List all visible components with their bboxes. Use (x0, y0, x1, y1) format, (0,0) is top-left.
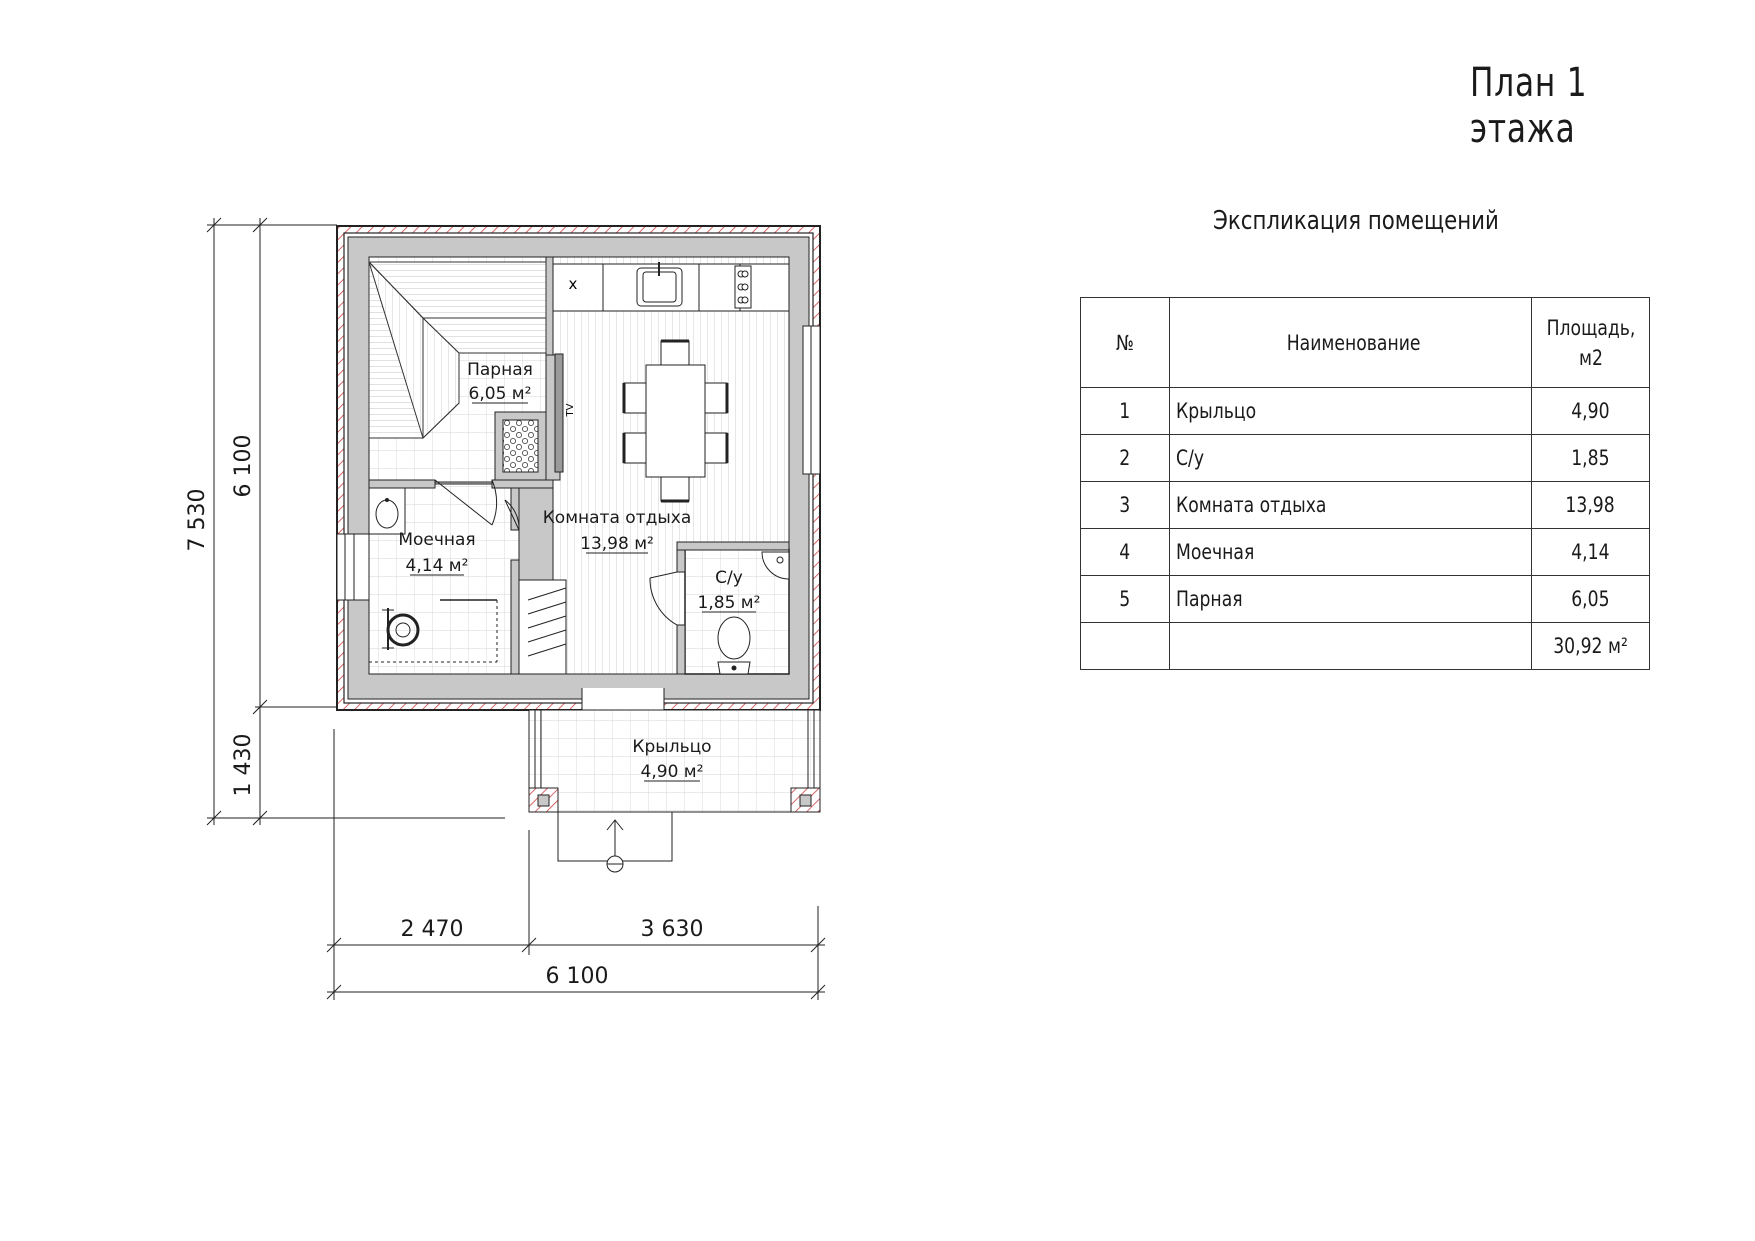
toilet-icon (718, 617, 750, 674)
rest-room-name: Комната отдыха (542, 508, 692, 528)
steam-room-name: Парная (467, 360, 533, 380)
header-num: № (1081, 298, 1170, 388)
stairs-icon (519, 580, 566, 674)
sink-mark-label: x (568, 275, 578, 293)
rest-room-area: 13,98 м² (580, 534, 654, 554)
row-name: Парная (1176, 587, 1243, 611)
dim-right-width: 3 630 (640, 917, 704, 942)
porch-name: Крыльцо (632, 737, 712, 757)
table-row (1081, 529, 1650, 576)
steam-room-area: 6,05 м² (468, 384, 532, 404)
table-row (1081, 576, 1650, 623)
row-area: 6,05 (1571, 587, 1610, 611)
row-num: 1 (1119, 399, 1131, 423)
total-area: 30,92 м² (1553, 634, 1628, 658)
row-area: 4,14 (1571, 540, 1610, 564)
row-name: Моечная (1176, 540, 1255, 564)
tv-icon (555, 354, 563, 472)
porch-area: 4,90 м² (640, 762, 704, 782)
explication-table (1080, 297, 1650, 670)
row-name: Комната отдыха (1176, 493, 1327, 517)
wc-room-area: 1,85 м² (697, 593, 761, 613)
table-row (1081, 435, 1650, 482)
row-area: 1,85 (1571, 446, 1610, 470)
row-area: 13,98 (1565, 493, 1616, 517)
dim-total-width: 6 100 (545, 964, 609, 989)
row-num: 3 (1119, 493, 1131, 517)
dim-total-height: 7 530 (185, 488, 210, 552)
cooktop-icon (735, 266, 751, 308)
washing-room-name: Моечная (398, 530, 476, 550)
table-total-row (1081, 623, 1650, 670)
porch (529, 710, 820, 812)
dim-porch-height: 1 430 (231, 733, 256, 797)
header-area: Площадь, м2 (1532, 298, 1650, 388)
porch-steps (558, 812, 672, 872)
washbasin-icon (369, 488, 405, 534)
washing-room-area: 4,14 м² (405, 556, 469, 576)
tv-label: TV (565, 403, 576, 417)
page-title: План 1 этажа (1470, 60, 1588, 152)
row-name: С/у (1176, 446, 1205, 470)
wc-room-name: С/у (715, 568, 743, 588)
dim-left-width: 2 470 (400, 917, 464, 942)
row-area: 4,90 (1571, 399, 1610, 423)
table-row (1081, 388, 1650, 435)
kitchen-sink-icon (637, 262, 682, 306)
row-num: 5 (1119, 587, 1131, 611)
table-header-row (1081, 298, 1650, 388)
row-num: 2 (1119, 446, 1131, 470)
explication-title: Экспликация помещений (1213, 206, 1499, 236)
row-num: 4 (1119, 540, 1131, 564)
dim-house-height: 6 100 (231, 434, 256, 498)
row-name: Крыльцо (1176, 399, 1257, 423)
header-name: Наименование (1170, 298, 1532, 388)
table-row (1081, 482, 1650, 529)
